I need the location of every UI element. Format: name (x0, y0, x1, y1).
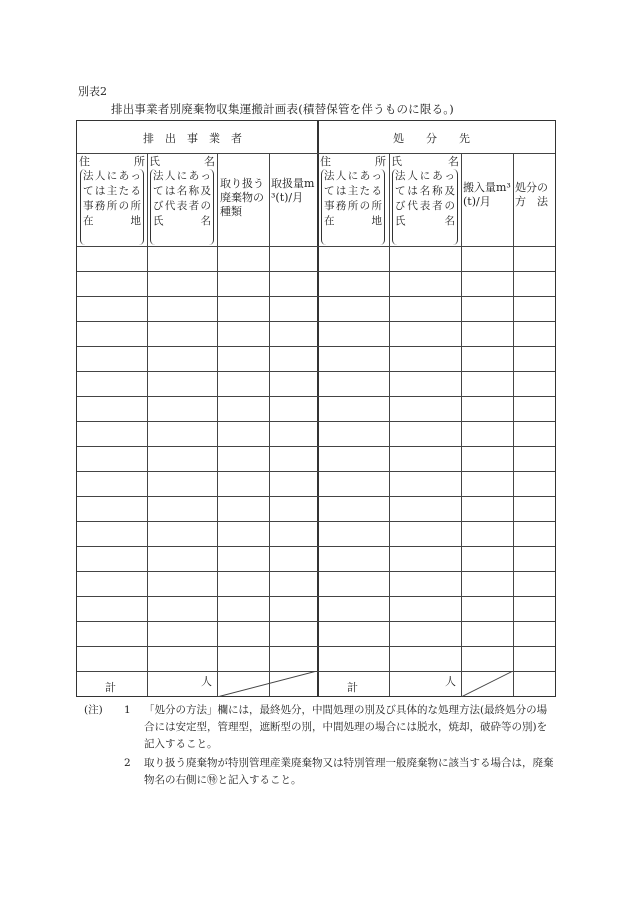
plan-table (76, 120, 556, 697)
notes (84, 702, 554, 789)
col-dest-address-note: 法人にあっては主たる事務所の所在地 (321, 169, 385, 245)
notes-head: (注) (84, 704, 103, 716)
col-address-note: 法人にあっては主たる事務所の所在地 (80, 169, 144, 245)
header-discharger: 排 出 事 業 者 (143, 132, 242, 145)
col-dest-address-title: 住 所 (320, 155, 386, 168)
col-intake-amount: 搬入量m³(t)/月 (463, 181, 511, 208)
col-dest-name-title: 氏 名 (391, 155, 459, 168)
table-label: 別表2 (78, 85, 107, 98)
col-dest-name-note: 法人にあっては名称及び代表者の氏名 (392, 169, 458, 245)
col-name-title: 氏 名 (149, 155, 215, 168)
col-handling-amount: 取扱量m³(t)/月 (271, 177, 315, 204)
total-unit-left: 人 (201, 675, 212, 688)
col-address-title: 住 所 (79, 155, 145, 168)
note-2-number: 2 (124, 757, 131, 769)
header-destination: 処 分 先 (393, 132, 470, 145)
note-2-text: 取り扱う廃棄物が特別管理産業廃棄物又は特別管理一般廃棄物に該当する場合は，廃棄物名の右側に㊕と記入すること。 (144, 757, 554, 786)
total-diagonal-left (217, 671, 317, 697)
note-1-number: 1 (124, 704, 131, 716)
note-1-text: 「処分の方法」欄には，最終処分，中間処理の別及び具体的な処理方法(最終処分の場合には安定型，管理型，遮断型の別，中間処理の場合には脱水，焼却，破砕等の別)を記入すること。 (144, 704, 548, 750)
col-waste-type: 取り扱う廃棄物の種類 (220, 177, 264, 218)
page-title: 排出事業者別廃棄物収集運搬計画表(積替保管を伴うものに限る。) (111, 102, 454, 116)
note-1 (84, 702, 554, 753)
col-name-note: 法人にあっては名称及び代表者の氏名 (150, 169, 214, 245)
total-unit-right: 人 (445, 675, 456, 688)
total-label-right: 計 (347, 681, 358, 694)
total-label-left: 計 (105, 681, 116, 694)
total-diagonal-right (461, 671, 513, 697)
col-disposal-method: 処分の方 法 (515, 181, 548, 208)
note-2 (84, 755, 554, 789)
